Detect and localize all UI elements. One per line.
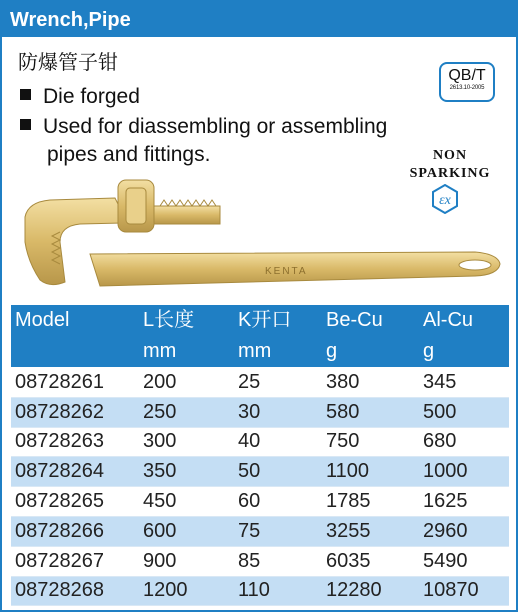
cell-length: 600: [139, 516, 234, 546]
cell-model: 08728262: [11, 397, 139, 427]
standard-badge: [439, 62, 495, 102]
page-title: Wrench,Pipe: [2, 2, 516, 37]
cell-al-cu: 1000: [419, 457, 509, 487]
cell-opening: 40: [234, 427, 322, 457]
column-header-al-cu: Al-Cu g: [419, 305, 509, 368]
cell-al-cu: 500: [419, 397, 509, 427]
cell-be-cu: 12280: [322, 576, 419, 606]
bullet-item: [20, 83, 140, 111]
cell-be-cu: 1100: [322, 457, 419, 487]
bullet-text-continued: pipes and fittings.: [47, 143, 211, 166]
bullet-square-icon: [20, 89, 31, 100]
table-row: [11, 576, 509, 606]
cell-length: 900: [139, 546, 234, 576]
table-row: [11, 516, 509, 546]
cell-opening: 60: [234, 487, 322, 517]
cell-be-cu: 580: [322, 397, 419, 427]
cell-opening: 85: [234, 546, 322, 576]
pipe-wrench-image: [20, 162, 510, 302]
cell-al-cu: 5490: [419, 546, 509, 576]
cell-model: 08728264: [11, 457, 139, 487]
cell-length: 200: [139, 368, 234, 398]
cell-be-cu: 380: [322, 368, 419, 398]
column-header-opening: K开口 mm: [234, 305, 322, 368]
table-row: [11, 427, 509, 457]
column-header-length: L长度 mm: [139, 305, 234, 368]
standard-badge-code: QB/T: [448, 67, 486, 84]
cell-opening: 30: [234, 397, 322, 427]
cell-model: 08728266: [11, 516, 139, 546]
non-sparking-line1: NON: [432, 148, 468, 163]
cell-be-cu: 3255: [322, 516, 419, 546]
table-row: [11, 487, 509, 517]
column-header-model: Model: [11, 305, 139, 368]
table-row: [11, 368, 509, 398]
non-sparking-line2: SPARKING: [409, 166, 491, 181]
cell-al-cu: 680: [419, 427, 509, 457]
cell-length: 350: [139, 457, 234, 487]
cell-model: 08728265: [11, 487, 139, 517]
wrench-engraving: KENTA: [265, 266, 308, 277]
svg-text:εx: εx: [439, 193, 451, 208]
cell-model: 08728261: [11, 368, 139, 398]
cell-opening: 75: [234, 516, 322, 546]
cell-al-cu: 2960: [419, 516, 509, 546]
standard-badge-number: 2613.10-2005: [449, 85, 485, 91]
cell-be-cu: 750: [322, 427, 419, 457]
cell-al-cu: 10870: [419, 576, 509, 606]
cell-be-cu: 6035: [322, 546, 419, 576]
cell-model: 08728268: [11, 576, 139, 606]
cell-opening: 50: [234, 457, 322, 487]
spec-table: [11, 305, 509, 606]
cell-length: 450: [139, 487, 234, 517]
bullet-text: Die forged: [43, 85, 140, 108]
cell-opening: 110: [234, 576, 322, 606]
cell-model: 08728263: [11, 427, 139, 457]
cell-length: 1200: [139, 576, 234, 606]
cell-al-cu: 1625: [419, 487, 509, 517]
bullet-text: Used for diassembling or assembling: [43, 115, 388, 138]
chinese-subtitle: 防爆管子钳: [18, 52, 118, 74]
table-row: [11, 397, 509, 427]
table-row: [11, 546, 509, 576]
cell-length: 250: [139, 397, 234, 427]
bullet-item: [20, 113, 387, 141]
cell-model: 08728267: [11, 546, 139, 576]
cell-be-cu: 1785: [322, 487, 419, 517]
table-row: [11, 457, 509, 487]
column-header-be-cu: Be-Cu g: [322, 305, 419, 368]
cell-opening: 25: [234, 368, 322, 398]
cell-length: 300: [139, 427, 234, 457]
cell-al-cu: 345: [419, 368, 509, 398]
bullet-square-icon: [20, 119, 31, 130]
table-header-row: [11, 305, 509, 368]
